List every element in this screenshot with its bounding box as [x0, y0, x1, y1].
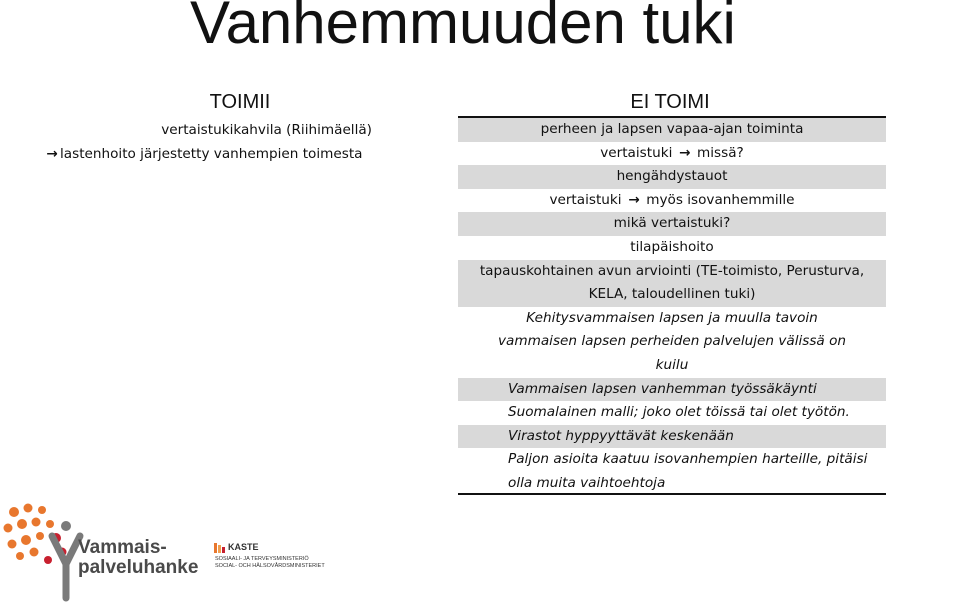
ei-toimii-item: Kehitysvammaisen lapsen ja muulla tavoin vammaisen lapsen perheiden palvelujen välissä on kuilu	[497, 309, 847, 373]
kaste-logo-icon	[214, 543, 226, 553]
ei-toimii-item: tapauskohtainen avun arviointi (TE-toimisto, Perusturva, KELA, taloudellinen tuki)	[458, 260, 886, 307]
column-header-toimii: TOIMII	[209, 91, 271, 113]
ei-toimii-item: mikä vertaistuki?	[458, 212, 886, 236]
arrow-right-icon: →	[46, 146, 58, 162]
kaste-logo-name: KASTE	[228, 542, 259, 552]
toimii-item: vertaistukikahvila (Riihimäellä)	[161, 122, 372, 138]
comparison-table	[30, 88, 886, 495]
ei-toimii-item: perheen ja lapsen vapaa-ajan toiminta	[458, 118, 886, 142]
column-header-ei-toimii: EI TOIMI	[630, 91, 710, 113]
ei-toimii-item: hengähdystauot	[458, 165, 886, 189]
ei-toimii-item: vertaistuki → myös isovanhemmille	[458, 189, 886, 213]
ei-toimii-item: Suomalainen malli; joko olet töissä tai olet työtön.	[508, 404, 850, 421]
ei-toimii-list	[458, 118, 886, 496]
vammaispalveluhanke-logo-text: Vammais- palveluhanke	[78, 537, 199, 578]
ei-toimii-item: tilapäishoito	[630, 238, 714, 255]
ei-toimii-item: vertaistuki → missä?	[458, 142, 886, 166]
arrow-right-icon: →	[628, 191, 640, 208]
arrow-right-icon: →	[678, 144, 691, 161]
kaste-logo-subtitle: SOSIAALI- JA TERVEYSMINISTERIÖ SOCIAL- OCH HÄLSOVÅRDSMINISTERIET	[215, 556, 325, 569]
page-title: Vanhemmuuden tuki	[190, 0, 736, 56]
ei-toimii-item: Virastot hyppyyttävät keskenään	[458, 425, 886, 449]
ei-toimii-item: Vammaisen lapsen vanhemman työssäkäynti	[458, 378, 886, 402]
toimii-item: → lastenhoito järjestetty vanhempien toimesta	[30, 142, 458, 166]
bottom-divider	[458, 493, 886, 495]
toimii-list	[30, 118, 458, 166]
ei-toimii-item: Paljon asioita kaatuu isovanhempien harteille, pitäisi olla muita vaihtoehtoja	[508, 451, 868, 491]
